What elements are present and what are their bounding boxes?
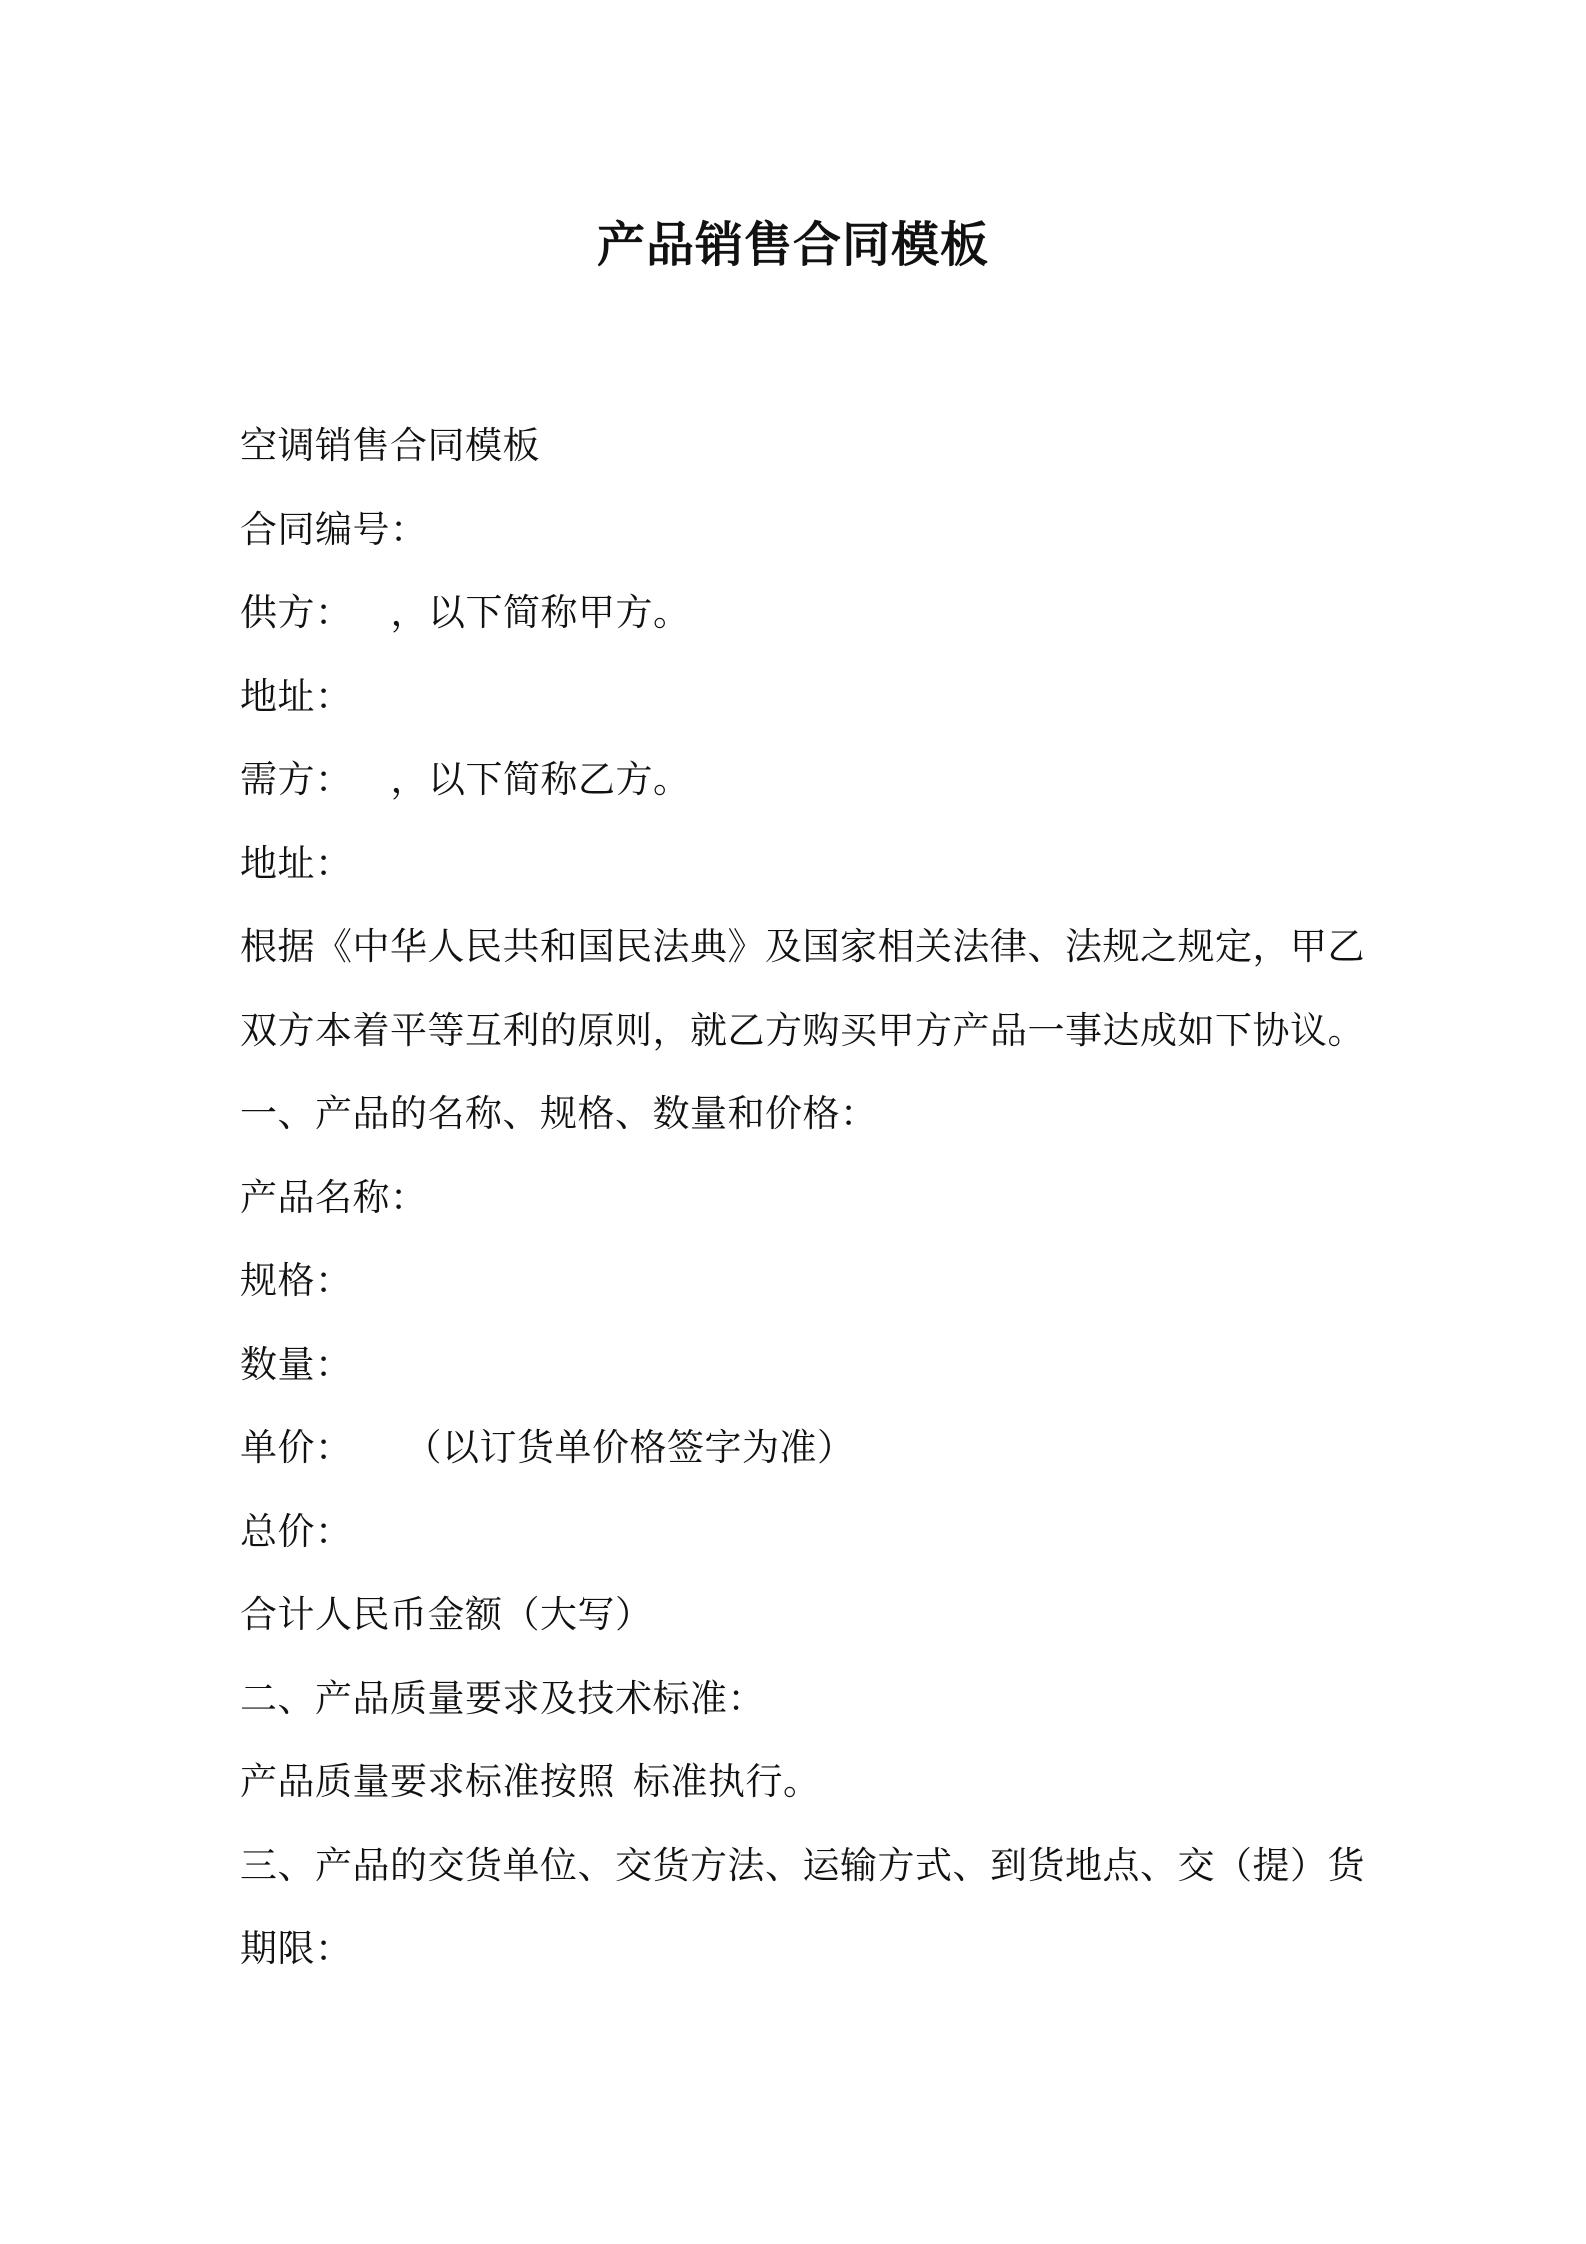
- product-name-line: 产品名称：: [240, 1175, 428, 1219]
- section-2-heading: 二、产品质量要求及技术标准：: [240, 1676, 765, 1720]
- supplier-line: [240, 571, 1360, 655]
- quality-suffix: 标准执行。: [633, 1760, 821, 1803]
- total-rmb-line: 合计人民币金额（大写）: [240, 1593, 653, 1636]
- section-1-heading: 一、产品的名称、规格、数量和价格：: [240, 1092, 878, 1135]
- subtitle: 空调销售合同模板: [240, 424, 540, 467]
- buyer-address-line: 地址：: [240, 841, 353, 885]
- unit-price-label: 单价：: [240, 1426, 353, 1469]
- quantity-line: 数量：: [240, 1342, 353, 1386]
- unit-price-note: （以订货单价格签字为准）: [404, 1426, 855, 1469]
- section-3-heading-line-2: 期限：: [240, 1927, 353, 1970]
- quality-prefix: 产品质量要求标准按照: [240, 1760, 615, 1803]
- total-price-line: 总价：: [240, 1509, 353, 1553]
- quality-standard-line: [240, 1740, 1360, 1824]
- preamble-line-2: 双方本着平等互利的原则，就乙方购买甲方产品一事达成如下协议。: [240, 1008, 1365, 1052]
- supplier-address-line: 地址：: [240, 674, 353, 718]
- document-title: 产品销售合同模板: [596, 217, 989, 273]
- buyer-label: 需方：: [240, 758, 353, 801]
- buyer-suffix: ，以下简称乙方。: [390, 758, 691, 801]
- section-3-heading-line-1: 三、产品的交货单位、交货方法、运输方式、到货地点、交（提）货: [240, 1843, 1365, 1887]
- supplier-suffix: ，以下简称甲方。: [390, 591, 691, 634]
- supplier-label: 供方：: [240, 591, 353, 634]
- contract-number-line: 合同编号：: [240, 507, 428, 551]
- buyer-line: [240, 738, 1360, 822]
- document-body: [240, 404, 1365, 1991]
- unit-price-line: [240, 1406, 1360, 1490]
- preamble-line-1: 根据《中华人民共和国民法典》及国家相关法律、法规之规定，甲乙: [240, 925, 1365, 968]
- spec-line: 规格：: [240, 1259, 353, 1302]
